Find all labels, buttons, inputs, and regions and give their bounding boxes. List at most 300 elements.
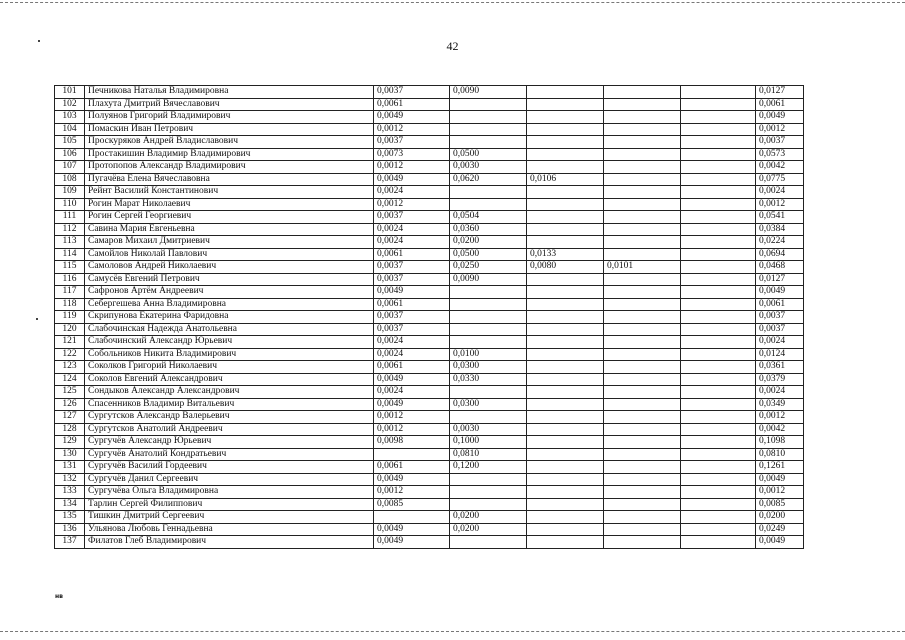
share-col-2 bbox=[450, 536, 527, 549]
share-col-2 bbox=[450, 386, 527, 399]
holder-name: Сургучёв Данил Сергеевич bbox=[85, 473, 374, 486]
row-number: 120 bbox=[55, 323, 85, 336]
holder-name: Скрипунова Екатерина Фаридовна bbox=[85, 311, 374, 324]
share-col-3 bbox=[527, 186, 604, 199]
share-col-1: 0,0098 bbox=[374, 436, 450, 449]
table-row bbox=[55, 198, 804, 211]
row-number: 125 bbox=[55, 386, 85, 399]
share-col-1: 0,0037 bbox=[374, 311, 450, 324]
share-total: 0,0012 bbox=[756, 486, 804, 499]
share-col-2 bbox=[450, 136, 527, 149]
share-col-5 bbox=[681, 161, 756, 174]
share-col-2 bbox=[450, 286, 527, 299]
share-col-2: 0,1000 bbox=[450, 436, 527, 449]
share-col-2 bbox=[450, 411, 527, 424]
shareholder-table bbox=[54, 85, 804, 549]
share-col-5 bbox=[681, 436, 756, 449]
share-col-2: 0,0360 bbox=[450, 223, 527, 236]
share-col-5 bbox=[681, 536, 756, 549]
share-col-4 bbox=[604, 486, 681, 499]
share-col-2: 0,0504 bbox=[450, 211, 527, 224]
share-col-4 bbox=[604, 148, 681, 161]
share-col-5 bbox=[681, 398, 756, 411]
share-total: 0,0042 bbox=[756, 423, 804, 436]
share-col-3 bbox=[527, 123, 604, 136]
share-total: 0,0012 bbox=[756, 198, 804, 211]
share-col-3 bbox=[527, 448, 604, 461]
share-col-4 bbox=[604, 136, 681, 149]
share-col-1: 0,0012 bbox=[374, 123, 450, 136]
share-col-2 bbox=[450, 486, 527, 499]
share-total: 0,0037 bbox=[756, 311, 804, 324]
share-col-2: 0,0090 bbox=[450, 86, 527, 99]
row-number: 108 bbox=[55, 173, 85, 186]
share-total: 0,0049 bbox=[756, 286, 804, 299]
share-col-3 bbox=[527, 523, 604, 536]
holder-name: Сургучёва Ольга Владимировна bbox=[85, 486, 374, 499]
share-total: 0,1098 bbox=[756, 436, 804, 449]
share-col-5 bbox=[681, 336, 756, 349]
share-col-5 bbox=[681, 498, 756, 511]
table-row bbox=[55, 173, 804, 186]
table-row bbox=[55, 373, 804, 386]
share-col-1: 0,0061 bbox=[374, 298, 450, 311]
table-row bbox=[55, 536, 804, 549]
share-col-5 bbox=[681, 323, 756, 336]
share-col-5 bbox=[681, 298, 756, 311]
share-col-2: 0,0300 bbox=[450, 398, 527, 411]
scan-edge-top bbox=[0, 2, 905, 3]
share-col-3 bbox=[527, 398, 604, 411]
table-row bbox=[55, 86, 804, 99]
share-col-5 bbox=[681, 373, 756, 386]
share-total: 0,0049 bbox=[756, 473, 804, 486]
table-row bbox=[55, 186, 804, 199]
share-col-1: 0,0037 bbox=[374, 273, 450, 286]
holder-name: Пугачёва Елена Вячеславовна bbox=[85, 173, 374, 186]
share-total: 0,0061 bbox=[756, 98, 804, 111]
share-col-4 bbox=[604, 361, 681, 374]
share-col-3 bbox=[527, 336, 604, 349]
holder-name: Плахута Дмитрий Вячеславович bbox=[85, 98, 374, 111]
share-col-4 bbox=[604, 248, 681, 261]
share-col-5 bbox=[681, 111, 756, 124]
share-col-3 bbox=[527, 423, 604, 436]
share-col-3 bbox=[527, 86, 604, 99]
table-row bbox=[55, 323, 804, 336]
share-col-4 bbox=[604, 198, 681, 211]
share-col-3 bbox=[527, 361, 604, 374]
share-col-4 bbox=[604, 411, 681, 424]
share-col-4 bbox=[604, 161, 681, 174]
share-col-3 bbox=[527, 211, 604, 224]
table-row bbox=[55, 261, 804, 274]
share-total: 0,0012 bbox=[756, 411, 804, 424]
share-col-1: 0,0073 bbox=[374, 148, 450, 161]
share-total: 0,0694 bbox=[756, 248, 804, 261]
share-col-2 bbox=[450, 498, 527, 511]
share-col-1: 0,0024 bbox=[374, 336, 450, 349]
holder-name: Слабочинский Александр Юрьевич bbox=[85, 336, 374, 349]
share-col-4 bbox=[604, 323, 681, 336]
row-number: 104 bbox=[55, 123, 85, 136]
share-col-2 bbox=[450, 123, 527, 136]
share-col-4 bbox=[604, 336, 681, 349]
row-number: 123 bbox=[55, 361, 85, 374]
row-number: 129 bbox=[55, 436, 85, 449]
holder-name: Сургутсков Анатолий Андреевич bbox=[85, 423, 374, 436]
share-total: 0,0224 bbox=[756, 236, 804, 249]
table-row bbox=[55, 361, 804, 374]
row-number: 131 bbox=[55, 461, 85, 474]
share-total: 0,0127 bbox=[756, 86, 804, 99]
row-number: 103 bbox=[55, 111, 85, 124]
share-col-1: 0,0061 bbox=[374, 248, 450, 261]
table-row bbox=[55, 248, 804, 261]
share-col-3 bbox=[527, 311, 604, 324]
share-col-5 bbox=[681, 148, 756, 161]
row-number: 135 bbox=[55, 511, 85, 524]
share-col-3: 0,0133 bbox=[527, 248, 604, 261]
footer-initials: нв bbox=[55, 593, 63, 600]
holder-name: Ульянова Любовь Геннадьевна bbox=[85, 523, 374, 536]
row-number: 127 bbox=[55, 411, 85, 424]
holder-name: Соколков Григорий Николаевич bbox=[85, 361, 374, 374]
row-number: 134 bbox=[55, 498, 85, 511]
share-col-2: 0,0200 bbox=[450, 523, 527, 536]
holder-name: Самаров Михаил Дмитриевич bbox=[85, 236, 374, 249]
share-col-1: 0,0024 bbox=[374, 386, 450, 399]
share-col-4 bbox=[604, 173, 681, 186]
share-col-2 bbox=[450, 336, 527, 349]
share-col-2: 0,0330 bbox=[450, 373, 527, 386]
share-total: 0,0124 bbox=[756, 348, 804, 361]
share-col-1: 0,0012 bbox=[374, 486, 450, 499]
row-number: 136 bbox=[55, 523, 85, 536]
share-total: 0,0085 bbox=[756, 498, 804, 511]
share-col-4 bbox=[604, 298, 681, 311]
holder-name: Самоловов Андрей Николаевич bbox=[85, 261, 374, 274]
share-total: 0,0127 bbox=[756, 273, 804, 286]
share-total: 0,0037 bbox=[756, 136, 804, 149]
share-col-2: 0,0500 bbox=[450, 248, 527, 261]
share-total: 0,0024 bbox=[756, 186, 804, 199]
share-col-1: 0,0024 bbox=[374, 223, 450, 236]
share-total: 0,0349 bbox=[756, 398, 804, 411]
row-number: 121 bbox=[55, 336, 85, 349]
share-col-2 bbox=[450, 473, 527, 486]
holder-name: Проскуряков Андрей Владиславович bbox=[85, 136, 374, 149]
row-number: 112 bbox=[55, 223, 85, 236]
share-col-4 bbox=[604, 273, 681, 286]
share-col-1: 0,0012 bbox=[374, 161, 450, 174]
share-col-2 bbox=[450, 198, 527, 211]
share-col-2: 0,0810 bbox=[450, 448, 527, 461]
share-col-3 bbox=[527, 286, 604, 299]
table-row bbox=[55, 398, 804, 411]
table-row bbox=[55, 348, 804, 361]
share-col-4 bbox=[604, 448, 681, 461]
share-col-4 bbox=[604, 423, 681, 436]
scan-speck bbox=[38, 40, 40, 42]
share-col-5 bbox=[681, 173, 756, 186]
share-col-2: 0,0030 bbox=[450, 423, 527, 436]
share-total: 0,0775 bbox=[756, 173, 804, 186]
row-number: 132 bbox=[55, 473, 85, 486]
holder-name: Рейнт Василий Константинович bbox=[85, 186, 374, 199]
share-col-1: 0,0024 bbox=[374, 348, 450, 361]
share-total: 0,0049 bbox=[756, 111, 804, 124]
share-col-5 bbox=[681, 523, 756, 536]
holder-name: Рогин Сергей Георгиевич bbox=[85, 211, 374, 224]
share-col-1: 0,0024 bbox=[374, 236, 450, 249]
share-total: 0,0384 bbox=[756, 223, 804, 236]
row-number: 126 bbox=[55, 398, 85, 411]
share-col-2: 0,0100 bbox=[450, 348, 527, 361]
share-col-4 bbox=[604, 186, 681, 199]
holder-name: Полуянов Григорий Владимирович bbox=[85, 111, 374, 124]
share-col-1 bbox=[374, 511, 450, 524]
share-col-1: 0,0024 bbox=[374, 186, 450, 199]
share-total: 0,0037 bbox=[756, 323, 804, 336]
share-col-3 bbox=[527, 148, 604, 161]
share-col-2 bbox=[450, 98, 527, 111]
table-row bbox=[55, 286, 804, 299]
holder-name: Помаскин Иван Петрович bbox=[85, 123, 374, 136]
share-col-2: 0,0500 bbox=[450, 148, 527, 161]
share-col-2: 0,0250 bbox=[450, 261, 527, 274]
share-col-1: 0,0037 bbox=[374, 261, 450, 274]
row-number: 106 bbox=[55, 148, 85, 161]
share-col-5 bbox=[681, 248, 756, 261]
share-total: 0,0810 bbox=[756, 448, 804, 461]
share-total: 0,0379 bbox=[756, 373, 804, 386]
share-col-4 bbox=[604, 98, 681, 111]
table-row bbox=[55, 211, 804, 224]
holder-name: Простакишин Владимир Владимирович bbox=[85, 148, 374, 161]
share-total: 0,0361 bbox=[756, 361, 804, 374]
share-col-2: 0,0620 bbox=[450, 173, 527, 186]
share-col-1: 0,0037 bbox=[374, 136, 450, 149]
share-col-4 bbox=[604, 386, 681, 399]
row-number: 118 bbox=[55, 298, 85, 311]
share-col-1: 0,0049 bbox=[374, 473, 450, 486]
share-col-3 bbox=[527, 136, 604, 149]
share-col-2: 0,0200 bbox=[450, 511, 527, 524]
share-col-2 bbox=[450, 298, 527, 311]
share-col-4 bbox=[604, 436, 681, 449]
row-number: 133 bbox=[55, 486, 85, 499]
row-number: 122 bbox=[55, 348, 85, 361]
share-total: 0,0249 bbox=[756, 523, 804, 536]
row-number: 137 bbox=[55, 536, 85, 549]
share-col-3 bbox=[527, 461, 604, 474]
share-col-5 bbox=[681, 123, 756, 136]
share-total: 0,0200 bbox=[756, 511, 804, 524]
holder-name: Слабочинская Надежда Анатольевна bbox=[85, 323, 374, 336]
share-col-1: 0,0049 bbox=[374, 536, 450, 549]
holder-name: Себергешева Анна Владимировна bbox=[85, 298, 374, 311]
row-number: 116 bbox=[55, 273, 85, 286]
share-col-3 bbox=[527, 436, 604, 449]
share-total: 0,0042 bbox=[756, 161, 804, 174]
share-total: 0,0049 bbox=[756, 536, 804, 549]
holder-name: Сургучёв Анатолий Кондратьевич bbox=[85, 448, 374, 461]
row-number: 105 bbox=[55, 136, 85, 149]
share-col-3 bbox=[527, 236, 604, 249]
share-col-3 bbox=[527, 386, 604, 399]
table-body bbox=[55, 86, 804, 549]
share-col-5 bbox=[681, 211, 756, 224]
share-col-3 bbox=[527, 323, 604, 336]
share-col-3 bbox=[527, 273, 604, 286]
share-col-4 bbox=[604, 536, 681, 549]
holder-name: Савина Мария Евгеньевна bbox=[85, 223, 374, 236]
holder-name: Сафронов Артём Андреевич bbox=[85, 286, 374, 299]
page-number: 42 bbox=[446, 39, 459, 53]
share-col-1: 0,0012 bbox=[374, 198, 450, 211]
share-col-3 bbox=[527, 498, 604, 511]
table-row bbox=[55, 523, 804, 536]
share-col-5 bbox=[681, 286, 756, 299]
row-number: 119 bbox=[55, 311, 85, 324]
share-col-5 bbox=[681, 448, 756, 461]
table-row bbox=[55, 311, 804, 324]
share-col-5 bbox=[681, 386, 756, 399]
share-col-2 bbox=[450, 111, 527, 124]
share-col-4 bbox=[604, 461, 681, 474]
row-number: 109 bbox=[55, 186, 85, 199]
share-col-5 bbox=[681, 511, 756, 524]
table-row bbox=[55, 448, 804, 461]
share-total: 0,0012 bbox=[756, 123, 804, 136]
share-total: 0,0541 bbox=[756, 211, 804, 224]
share-col-3 bbox=[527, 411, 604, 424]
share-col-1: 0,0049 bbox=[374, 398, 450, 411]
share-col-4 bbox=[604, 348, 681, 361]
share-col-1: 0,0037 bbox=[374, 323, 450, 336]
holder-name: Самойлов Николай Павлович bbox=[85, 248, 374, 261]
share-col-1: 0,0037 bbox=[374, 86, 450, 99]
share-col-5 bbox=[681, 98, 756, 111]
share-col-4 bbox=[604, 123, 681, 136]
share-col-5 bbox=[681, 136, 756, 149]
share-col-5 bbox=[681, 348, 756, 361]
scan-speck bbox=[36, 318, 38, 320]
share-col-1: 0,0061 bbox=[374, 361, 450, 374]
row-number: 124 bbox=[55, 373, 85, 386]
share-total: 0,0573 bbox=[756, 148, 804, 161]
holder-name: Тишкин Дмитрий Сергеевич bbox=[85, 511, 374, 524]
share-col-2: 0,0030 bbox=[450, 161, 527, 174]
row-number: 114 bbox=[55, 248, 85, 261]
share-col-5 bbox=[681, 411, 756, 424]
table-row bbox=[55, 486, 804, 499]
share-col-4 bbox=[604, 311, 681, 324]
table-row bbox=[55, 473, 804, 486]
share-total: 0,1261 bbox=[756, 461, 804, 474]
share-col-3 bbox=[527, 111, 604, 124]
share-col-4: 0,0101 bbox=[604, 261, 681, 274]
share-col-3 bbox=[527, 473, 604, 486]
share-col-2: 0,0090 bbox=[450, 273, 527, 286]
share-col-1: 0,0012 bbox=[374, 411, 450, 424]
share-col-5 bbox=[681, 236, 756, 249]
row-number: 107 bbox=[55, 161, 85, 174]
share-col-3 bbox=[527, 198, 604, 211]
holder-name: Рогин Марат Николаевич bbox=[85, 198, 374, 211]
share-col-1 bbox=[374, 448, 450, 461]
share-col-1: 0,0085 bbox=[374, 498, 450, 511]
share-total: 0,0061 bbox=[756, 298, 804, 311]
holder-name: Сургучёв Василий Гордеевич bbox=[85, 461, 374, 474]
row-number: 110 bbox=[55, 198, 85, 211]
share-col-4 bbox=[604, 498, 681, 511]
share-col-5 bbox=[681, 198, 756, 211]
share-col-5 bbox=[681, 186, 756, 199]
holder-name: Тарлин Сергей Филиппович bbox=[85, 498, 374, 511]
share-col-5 bbox=[681, 486, 756, 499]
row-number: 111 bbox=[55, 211, 85, 224]
share-col-3 bbox=[527, 373, 604, 386]
share-col-5 bbox=[681, 423, 756, 436]
share-col-2: 0,0200 bbox=[450, 236, 527, 249]
table-row bbox=[55, 386, 804, 399]
table-row bbox=[55, 411, 804, 424]
share-col-3 bbox=[527, 486, 604, 499]
share-col-3 bbox=[527, 348, 604, 361]
share-col-5 bbox=[681, 261, 756, 274]
share-col-4 bbox=[604, 111, 681, 124]
share-col-1: 0,0049 bbox=[374, 373, 450, 386]
share-col-1: 0,0049 bbox=[374, 111, 450, 124]
table-row bbox=[55, 236, 804, 249]
scan-edge-bottom bbox=[0, 631, 905, 632]
holder-name: Протопопов Александр Владимирович bbox=[85, 161, 374, 174]
table-row bbox=[55, 223, 804, 236]
share-col-3 bbox=[527, 223, 604, 236]
table-row bbox=[55, 423, 804, 436]
row-number: 113 bbox=[55, 236, 85, 249]
share-total: 0,0024 bbox=[756, 336, 804, 349]
share-col-3 bbox=[527, 511, 604, 524]
table-row bbox=[55, 148, 804, 161]
holder-name: Печникова Наталья Владимировна bbox=[85, 86, 374, 99]
share-col-2: 0,1200 bbox=[450, 461, 527, 474]
holder-name: Соколов Евгений Александрович bbox=[85, 373, 374, 386]
row-number: 115 bbox=[55, 261, 85, 274]
holder-name: Сургучёв Александр Юрьевич bbox=[85, 436, 374, 449]
share-col-2 bbox=[450, 186, 527, 199]
holder-name: Сондыков Александр Александрович bbox=[85, 386, 374, 399]
share-col-1: 0,0061 bbox=[374, 461, 450, 474]
share-col-2 bbox=[450, 323, 527, 336]
row-number: 128 bbox=[55, 423, 85, 436]
holder-name: Спасенников Владимир Витальевич bbox=[85, 398, 374, 411]
row-number: 130 bbox=[55, 448, 85, 461]
table-row bbox=[55, 511, 804, 524]
share-col-1: 0,0049 bbox=[374, 523, 450, 536]
row-number: 101 bbox=[55, 86, 85, 99]
share-col-2 bbox=[450, 311, 527, 324]
share-col-3: 0,0106 bbox=[527, 173, 604, 186]
holder-name: Самусёв Евгений Петрович bbox=[85, 273, 374, 286]
share-col-3 bbox=[527, 161, 604, 174]
share-col-3 bbox=[527, 98, 604, 111]
share-col-5 bbox=[681, 361, 756, 374]
row-number: 117 bbox=[55, 286, 85, 299]
share-col-5 bbox=[681, 86, 756, 99]
